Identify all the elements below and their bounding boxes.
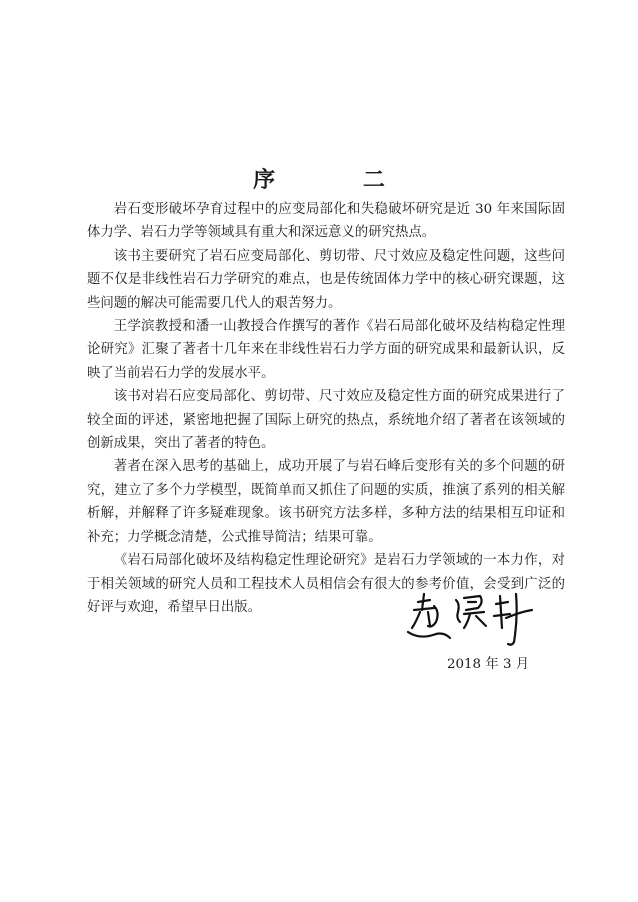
paragraph: 著者在深入思考的基础上，成功开展了与岩石峰后变形有关的多个问题的研究，建立了多个力学模型，既简单而又抓住了问题的实质，推演了系列的相关解析解，并解释了许多疑难现象。该书研究方法多样，多种方法的结果相互印证和补充；力学概念清楚，公式推导简洁；结果可靠。 bbox=[87, 459, 565, 545]
paragraph: 该书主要研究了岩石应变局部化、剪切带、尺寸效应及稳定性问题，这些问题不仅是非线性岩石力学研究的难点，也是传统固体力学中的核心研究课题，这些问题的解决可能需要几代人的艰苦努力。 bbox=[87, 248, 565, 311]
paragraph: 该书对岩石应变局部化、剪切带、尺寸效应及稳定性方面的研究成果进行了较全面的评述，紧密地把握了国际上研究的热点，系统地介绍了著者在该领域的创新成果，突出了著者的特色。 bbox=[87, 389, 565, 452]
paragraph: 王学滨教授和潘一山教授合作撰写的著作《岩石局部化破坏及结构稳定性理论研究》汇聚了著者十几年来在非线性岩石力学方面的研究成果和最新认识，反映了当前岩石力学的发展水平。 bbox=[87, 319, 565, 381]
paragraph: 《岩石局部化破坏及结构稳定性理论研究》是岩石力学领域的一本力作，对于相关领域的研究人员和工程技术人员相信会有很大的参考价值，会受到广泛的好评与欢迎，希望早日出版。 bbox=[87, 553, 565, 615]
handwritten-signature bbox=[400, 588, 550, 650]
preface-body bbox=[87, 198, 565, 619]
paragraph: 岩石变形破坏孕育过程中的应变局部化和失稳破坏研究是近 30 年来国际固体力学、岩石力学等领域具有重大和深远意义的研究热点。 bbox=[87, 202, 565, 241]
date-line: 2018 年 3 月 bbox=[447, 657, 530, 672]
page-title: 序 二 bbox=[253, 166, 425, 193]
